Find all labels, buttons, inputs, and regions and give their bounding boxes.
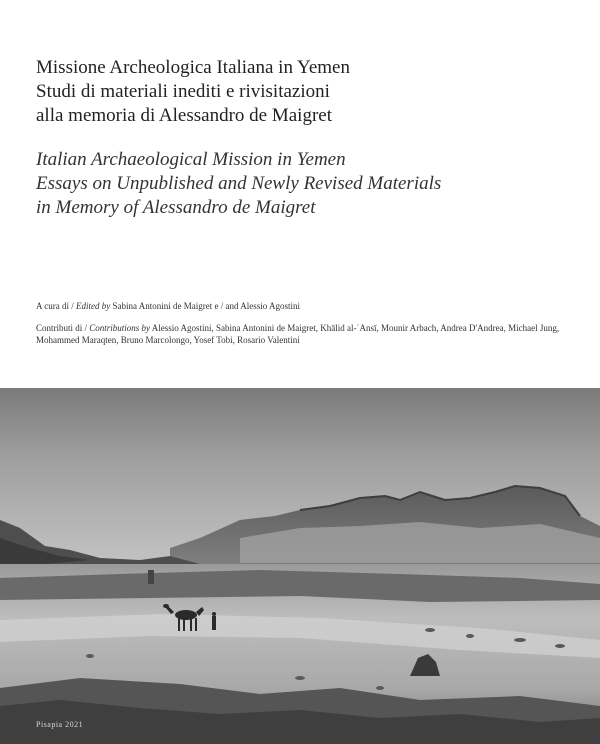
- english-title-line-2: Essays on Unpublished and Newly Revised Materials: [36, 173, 442, 194]
- english-title: [36, 148, 576, 220]
- contributors-names: Alessio Agostini, Sabina Antonini de Maigret, Khālid al-ʿAnsī, Mounir Arbach, Andrea D'Andrea, Michael Jung, Mohammed Maraqten, Bruno Marcolongo, Yosef Tobi, Rosario Valentini: [36, 323, 560, 345]
- english-title-line-3: in Memory of Alessandro de Maigret: [36, 197, 316, 218]
- editors-line: [36, 300, 576, 312]
- person-icon: [212, 612, 216, 630]
- contributors-label-it: Contributi di /: [36, 323, 90, 333]
- editors-label-en: Edited by: [76, 301, 111, 311]
- distant-structure: [148, 570, 154, 584]
- desert-landscape-image: [0, 388, 600, 744]
- editors-names: Sabina Antonini de Maigret e / and Alessio Agostini: [110, 301, 300, 311]
- english-title-line-1: Italian Archaeological Mission in Yemen: [36, 149, 346, 170]
- contributors-line: [36, 322, 576, 346]
- italian-title-line-1: Missione Archeologica Italiana in Yemen: [36, 57, 350, 78]
- editors-label-it: A cura di /: [36, 301, 76, 311]
- cover-photograph: [0, 388, 600, 744]
- italian-title: [36, 56, 576, 128]
- publisher-mark: Pisapia 2021: [36, 720, 84, 729]
- title-block: [36, 56, 576, 220]
- italian-title-line-3: alla memoria di Alessandro de Maigret: [36, 105, 332, 126]
- italian-title-line-2: Studi di materiali inediti e rivisitazioni: [36, 81, 330, 102]
- contributors-label-en: Contributions by: [89, 323, 151, 333]
